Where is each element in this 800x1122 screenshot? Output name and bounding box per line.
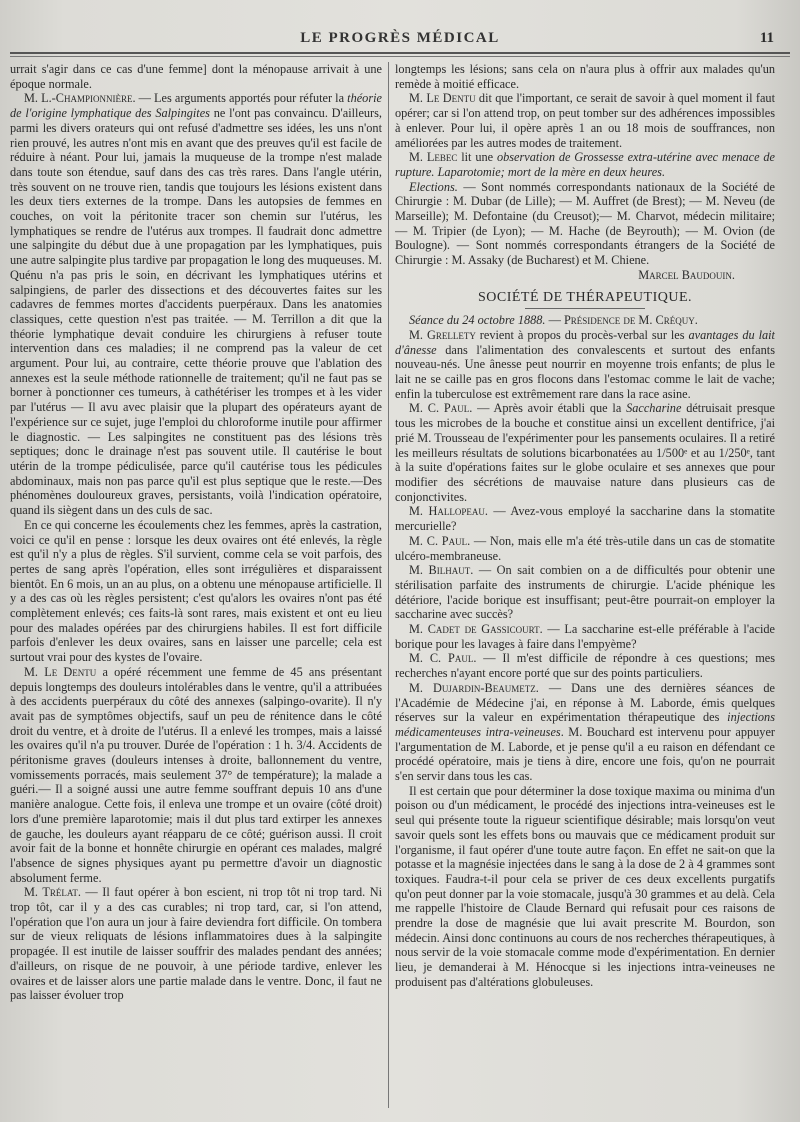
paragraph-text: détruisait presque tous les microbes de la bouche et constitue ainsi un excellent dentifrice, j'ai prié M. Trousseau de l'expérimenter pour les pansements oculaires. Il a retiré les meilleurs résultats de solutions bicarbonatées au 1/500ᵉ et au 1/250ᵉ, tant à la suite d'opérations faites sur le globe oculaire et ses annexes que pour modifier des sécrétions de mauvaise nature dans plusieurs cas de conjonctivites.: [395, 401, 775, 504]
paragraph: [395, 651, 775, 680]
speaker-name: M. C. Paul.: [409, 401, 473, 416]
speaker-name: M. Lebec: [409, 150, 458, 165]
paragraph-text: — Il faut opérer à bon escient, ni trop tôt ni trop tard. Ni trop tôt, car il y a des cas curables; ni trop tard, car, si l'on attend, l'opération que l'on aura un jour à faire deviendra fort difficile. On tombera sur de vieux reliquats de lésions inflammatoires dues à la salpingite propagée. Il est inutile de laisser souffrir des malades pendant des années; d'ailleurs, on risque de ne pouvoir, à une période tardive, enlever les ovaires et de laisser alors une partie malade dans le ventre. Donc, il faut ne pas laisser évoluer trop: [10, 885, 382, 1003]
paragraph-text: a opéré récemment une femme de 45 ans présentant depuis longtemps des douleurs intolérables dans le ventre, qu'il a attribuées à des accidents puerpéraux du côté des annexes (salpingo-ovarite). Il n'y avait pas de symptômes objectifs, sauf un peu de rénitence dans le côté droit du ventre, et à droite de l'utérus. Il a enlevé les trompes, mais a laissé les ovaires qu'il n'a pu trouver. Durée de l'opération : 1 h. 3/4. Accidents de péritonisme graves (douleurs intenses à droite, ballonnement du ventre, vomissements porracés, mais seulement 37° de température); la malade a guéri.— Il a soigné aussi une autre femme souffrant depuis 10 ans d'une manière analogue. Cette fois, il enleva une trompe et un ovaire (côté droit) lors d'une première laparotomie; mais il dut plus tard extirper les annexes de gauche, les douleurs ayant réapparu de ce côté; guérison aussi. Il croit avoir fait de la bonne et honnête chirurgie en opérant ces malades, malgré l'absence de signes physiques ayant pu permettre d'avoir un diagnostic absolument ferme.: [10, 664, 382, 885]
paragraph: [395, 328, 775, 402]
italic-text: théorie de l'origine lymphatique des Salpingites: [10, 91, 382, 121]
paragraph-text: — La saccharine est-elle préférable à l'acide borique pour les lavages à faire dans l'empyème?: [395, 622, 775, 651]
paragraph: [395, 622, 775, 651]
paragraph-text: — Les arguments apportés pour réfuter la: [135, 91, 348, 106]
paragraph: [395, 563, 775, 622]
header-rule: [10, 52, 790, 57]
paragraph-text: — Non, mais elle m'a été très-utile dans un cas de stomatite ulcéro-membraneuse.: [395, 533, 775, 563]
paragraph: En ce qui concerne les écoulements chez les femmes, après la castration, voici ce qu'il en pense : lorsque les deux ovaires ont été enlevés, la règle est qu'il n'y a plus de règles. S'il survient, comme cela se voit parfois, des pertes de sang après l'opération, elles sont irrégulières et disparaissent bientôt. En 6 mois, un an au plus, on a obtenu une ménopause artificielle. Il y a des cas où les règles persistent; c'est qu'alors les ovaires n'ont pas été complètement enlevés; ces faits-là sont rares, mais existent et ont eu lieu pour des malades opérées par des chirurgiens habiles. Il est fort difficile parfois d'enlever les deux ovaires, sans en laisser une parcelle; cela est surtout vrai pour des kystes de l'ovaire.: [10, 517, 382, 665]
speaker-name: M. C. Paul.: [409, 533, 471, 548]
paragraph: [395, 91, 775, 150]
page-header: [0, 30, 800, 52]
paragraph: [395, 534, 775, 563]
speaker-name: M. Le Dentu: [24, 664, 97, 679]
speaker-name: M. Bilhaut.: [409, 563, 474, 578]
paragraph-text: . M. Bouchard est intervenu pour appuyer l'argumentation de M. Laborde, et je pense qu'il a eu raison en défendant ce procédé opératoire, mais je tiens à dire, encore une fois, qu'on ne pourrait s'en servir dans tous les cas.: [395, 724, 775, 784]
title-underline: [525, 308, 645, 309]
paragraph: [10, 91, 382, 517]
paragraph-text: — On sait combien on a de difficultés pour obtenir une stérilisation parfaite des instruments de chirurgie. L'acide phénique les détériore, l'acide borique est insuffisant; peut-être pourrait-on employer la saccharine avec succès?: [395, 563, 775, 622]
italic-text: avantages du lait d'ânesse: [395, 327, 775, 357]
journal-title: LE PROGRÈS MÉDICAL: [300, 30, 500, 46]
speaker-name: M. Trélat.: [24, 885, 81, 900]
signature: Marcel Baudouin.: [638, 267, 735, 282]
section-title: [395, 291, 775, 310]
paragraph: [395, 401, 775, 504]
paragraph: [395, 504, 775, 533]
paragraph: longtemps les lésions; sans cela on n'aura plus à offrir aux malades qu'un remède à moitié efficace.: [395, 62, 775, 91]
column-divider: [388, 62, 389, 1108]
paragraph-text: ne l'ont pas convaincu. D'ailleurs, parmi les divers orateurs qui ont refusé d'admettre ses idées, les uns n'ont rien prouvé, les autres n'ont mis en avant que des preuves qu'il est facile de réduire à néant. Pour lui, jamais la muqueuse de la trompe n'est malade dans toute son étendue, sauf dans des cas très rares. Dans l'angle utérin, très souvent on ne trouve rien, tandis que toujours les lésions existent dans les deux tiers externes de la trompe. Dans les autopsies de femmes en couches, on voit la péritonite tracer son chemin sur l'utérus, les lymphatiques se rendre de l'utérus aux trompes. Il faudrait donc admettre une salpingite du début due à une propagation par les lymphatiques, puis une autre salpingite plus tardive par propagation le long des muqueuses. M. Quénu n'a pas pris le soin, en décrivant les lymphatiques utérins et salpingiens, de parler des dissections et des découvertes faites sur les cadavres de femmes mortes d'accidents puerpéraux. Dans les anatomies classiques, cette question n'est pas traitée. — M. Terrillon a dit que la théorie lymphatique devait conduire les chirurgiens à refuser toute intervention dans ces maladies; il ne comprend pas la valeur de cet argument. Pour lui, au contraire, cette théorie prouve que l'ablation des annexes est la seule méthode rationnelle de traitement; qu'il ne faut pas se borner à ponctionner ces tumeurs, à cathétériser les trompes et à les vider par l'utérus — Il avu avec plaisir que la plupart des opérateurs ayant de l'expérience sur ce sujet, juge l'emploi du chloroforme inutile pour affirmer le diagnostic. — Les salpingites ne constituent pas des lésions très septiques; donc le drainage n'est pas souvent utile. Il cautérise le bout utérin de la trompe pédiculisée, parce qu'il cautérise tous les pédicules abdominaux, mais non pas parce qu'il est plus septique que le reste.—Des phénomènes douloureux graves, persistants, voilà l'indication opératoire, quand ils siègent dans un des culs de sac.: [10, 106, 382, 518]
left-column: [10, 62, 382, 1108]
paragraph: [395, 180, 775, 268]
session-line: [395, 313, 775, 328]
paragraph: urrait s'agir dans ce cas d'une femme] dont la ménopause arrivait à une époque normale.: [10, 62, 382, 91]
paragraph-text: — Après avoir établi que la: [472, 401, 627, 416]
paragraph-text: — Sont nommés correspondants nationaux de la Société de Chirurgie : M. Dubar (de Lille); — M. Auffret (de Brest); — M. Neveu (de Marseille); M. Defontaine (du Creusot);— M. Charvot, médecin militaire; — M. Tripier (de Lyon); — M. Hache (de Beyrouth); — M. Ovion (de Boulogne). — Sont nommés correspondants étrangers de la Société de Chirurgie : M. Assaky (de Bucharest) et M. Chiene.: [395, 179, 775, 268]
speaker-name: M. Dujardin-Beaumetz.: [409, 680, 539, 695]
paragraph-text: revient à propos du procès-verbal sur les: [475, 327, 689, 342]
italic-text: Séance du 24 octobre 1888.: [409, 313, 546, 328]
italic-text: Saccharine: [626, 401, 682, 416]
paragraph: [395, 150, 775, 179]
paragraph-text: — Il m'est difficile de répondre à ces questions; mes recherches n'ayant encore porté que sur des points particuliers.: [395, 651, 775, 681]
presidence-text: — Présidence de M. Créquy.: [545, 313, 698, 328]
paragraph-text: — Dans une des dernières séances de l'Académie de Médecine j'ai, en réponse à M. Laborde, émis quelques réserves sur la valeur en expérimentation thérapeutique des: [395, 680, 775, 725]
paragraph: [10, 665, 382, 886]
italic-text: injections médicamenteuses intra-veineuses: [395, 710, 775, 739]
paragraph-text: dit que l'important, ce serait de savoir à quel moment il faut opérer; car si l'on attend trop, on peut tomber sur des adhérences impossibles à enlever. Pour lui, il opère après 1 an ou 18 mois de souffrances, non améliorées par les autres modes de traitement.: [395, 91, 775, 150]
right-column: [395, 62, 775, 1108]
speaker-name: M. Cadet de Gassicourt.: [409, 622, 543, 637]
page-number: 11: [759, 30, 774, 46]
italic-text: observation de Grossesse extra-utérine avec menace de rupture. Laparotomie; mort de la mère en deux heures.: [395, 150, 775, 179]
paragraph: [395, 681, 775, 784]
section-title-text: SOCIÉTÉ DE THÉRAPEUTIQUE.: [477, 289, 693, 305]
paragraph-text: lit une: [457, 150, 497, 165]
paragraph-text: — Avez-vous employé la saccharine dans la stomatite mercurielle?: [395, 504, 775, 534]
speaker-name: M. Le Dentu: [409, 91, 476, 106]
paragraph: [10, 885, 382, 1003]
speaker-name: M. Grellety: [409, 327, 476, 342]
speaker-name: M. Hallopeau.: [409, 504, 488, 519]
paragraph-text: dans l'alimentation des convalescents et surtout des enfants nouveau-nés. Une ânesse peut nourrir en moyenne trois enfants; de plus le lait ne se caille pas en gros flocons dans l'estomac comme le lait de vache; enfin la tuberculose est extrêmement rare dans la race asine.: [395, 342, 775, 401]
speaker-name: M. C. Paul.: [409, 651, 477, 666]
paragraph: Il est certain que pour déterminer la dose toxique maxima ou minima d'un poison ou d'un médicament, le procédé des injections intra-veineuses est le seul qui présente toute la rigueur scientifique désirable; mais lorsqu'on veut savoir quels sont les effets bons ou mauvais que ce médicament produit sur l'organisme, il faut opérer d'une toute autre façon. En effet ne sait-on que la potasse et la magnésie injectées dans le sang à la dose de 2 à 4 grammes sont toxiques. Faudra-t-il pour cela se priver de ces deux excellents purgatifs qu'on peut donner par la voie stomacale, jusqu'à 30 grammes et au delà. Cela me rappelle l'histoire de Claude Bernard qui refusait pour ces raisons de prendre la dose de magnésie que lui avait prescrite M. Bourdon, son médecin. Ainsi donc continuons au cours de nos recherches thérapeutiques, à nous servir de la voie stomacale comme mode d'expérimentation. En dernier lieu, je demanderai à M. Hénocque si les injections intra-veineuses ne produisent pas d'altérations globuleuses.: [395, 783, 775, 989]
speaker-name: M. L.-Championnière.: [24, 91, 136, 106]
italic-text: Elections.: [409, 179, 458, 194]
